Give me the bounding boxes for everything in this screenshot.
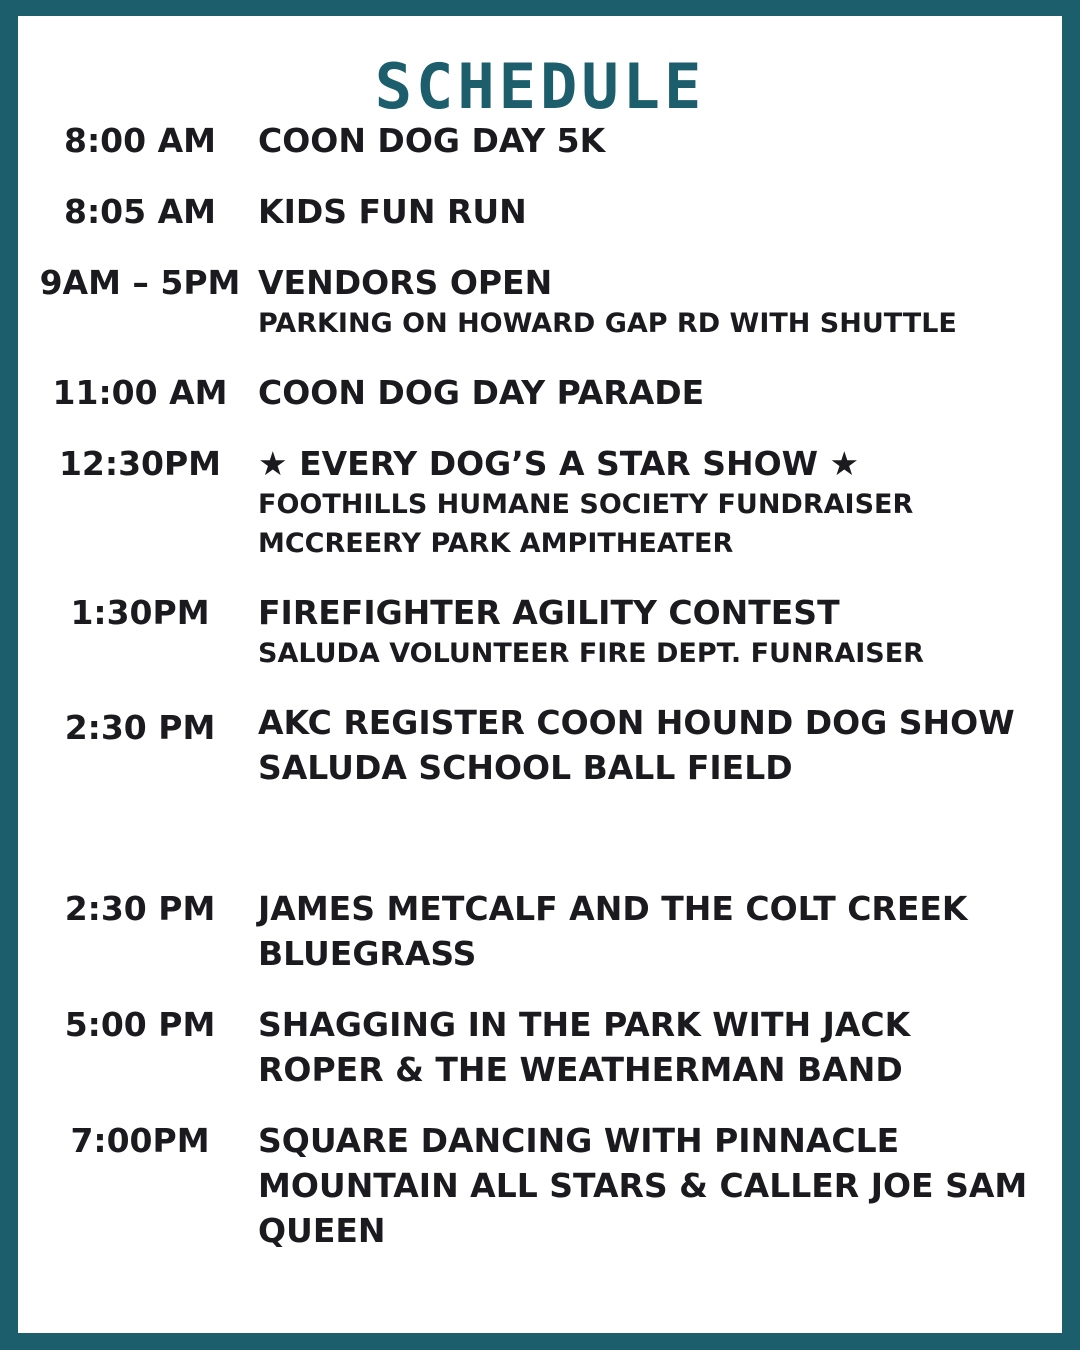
schedule-time: 12:30PM [58,444,222,483]
music-event: MOUNTAIN ALL STARS & CALLER JOE SAM [258,1166,1028,1205]
schedule-event: KIDS FUN RUN [258,192,527,231]
schedule-time: 8:05 AM [64,192,216,231]
schedule-time: 8:00 AM [64,121,216,160]
schedule-event: AKC REGISTER COON HOUND DOG SHOW [258,703,1015,742]
schedule-card [18,16,1062,1333]
music-event: SHAGGING IN THE PARK WITH JACK [258,1005,911,1044]
music-event: ROPER & THE WEATHERMAN BAND [258,1050,903,1089]
schedule-event: COON DOG DAY PARADE [258,373,705,412]
music-time: 7:00PM [70,1121,210,1160]
schedule-detail: FOOTHILLS HUMANE SOCIETY FUNDRAISER [258,489,914,520]
schedule-event: FIREFIGHTER AGILITY CONTEST [258,593,840,632]
schedule-time: 1:30PM [70,593,210,632]
music-event: SQUARE DANCING WITH PINNACLE [258,1121,900,1160]
music-time: 5:00 PM [64,1005,216,1044]
schedule-time: 2:30 PM [64,708,216,747]
music-event: JAMES METCALF AND THE COLT CREEK [258,889,968,928]
music-event: QUEEN [258,1211,386,1250]
schedule-time: 11:00 AM [52,373,228,412]
schedule-detail: SALUDA VOLUNTEER FIRE DEPT. FUNRAISER [258,638,924,669]
schedule-event: SALUDA SCHOOL BALL FIELD [258,748,793,787]
schedule-detail: PARKING ON HOWARD GAP RD WITH SHUTTLE [258,308,957,339]
page-title: SCHEDULE [374,50,706,123]
music-event: BLUEGRASS [258,934,477,973]
schedule-time: 9AM – 5PM [39,263,241,302]
music-time: 2:30 PM [64,889,216,928]
schedule-detail: MCCREERY PARK AMPITHEATER [258,528,734,559]
schedule-event: ★ EVERY DOG’S A STAR SHOW ★ [258,444,860,483]
schedule-event: VENDORS OPEN [258,263,553,302]
schedule-event: COON DOG DAY 5K [258,121,606,160]
